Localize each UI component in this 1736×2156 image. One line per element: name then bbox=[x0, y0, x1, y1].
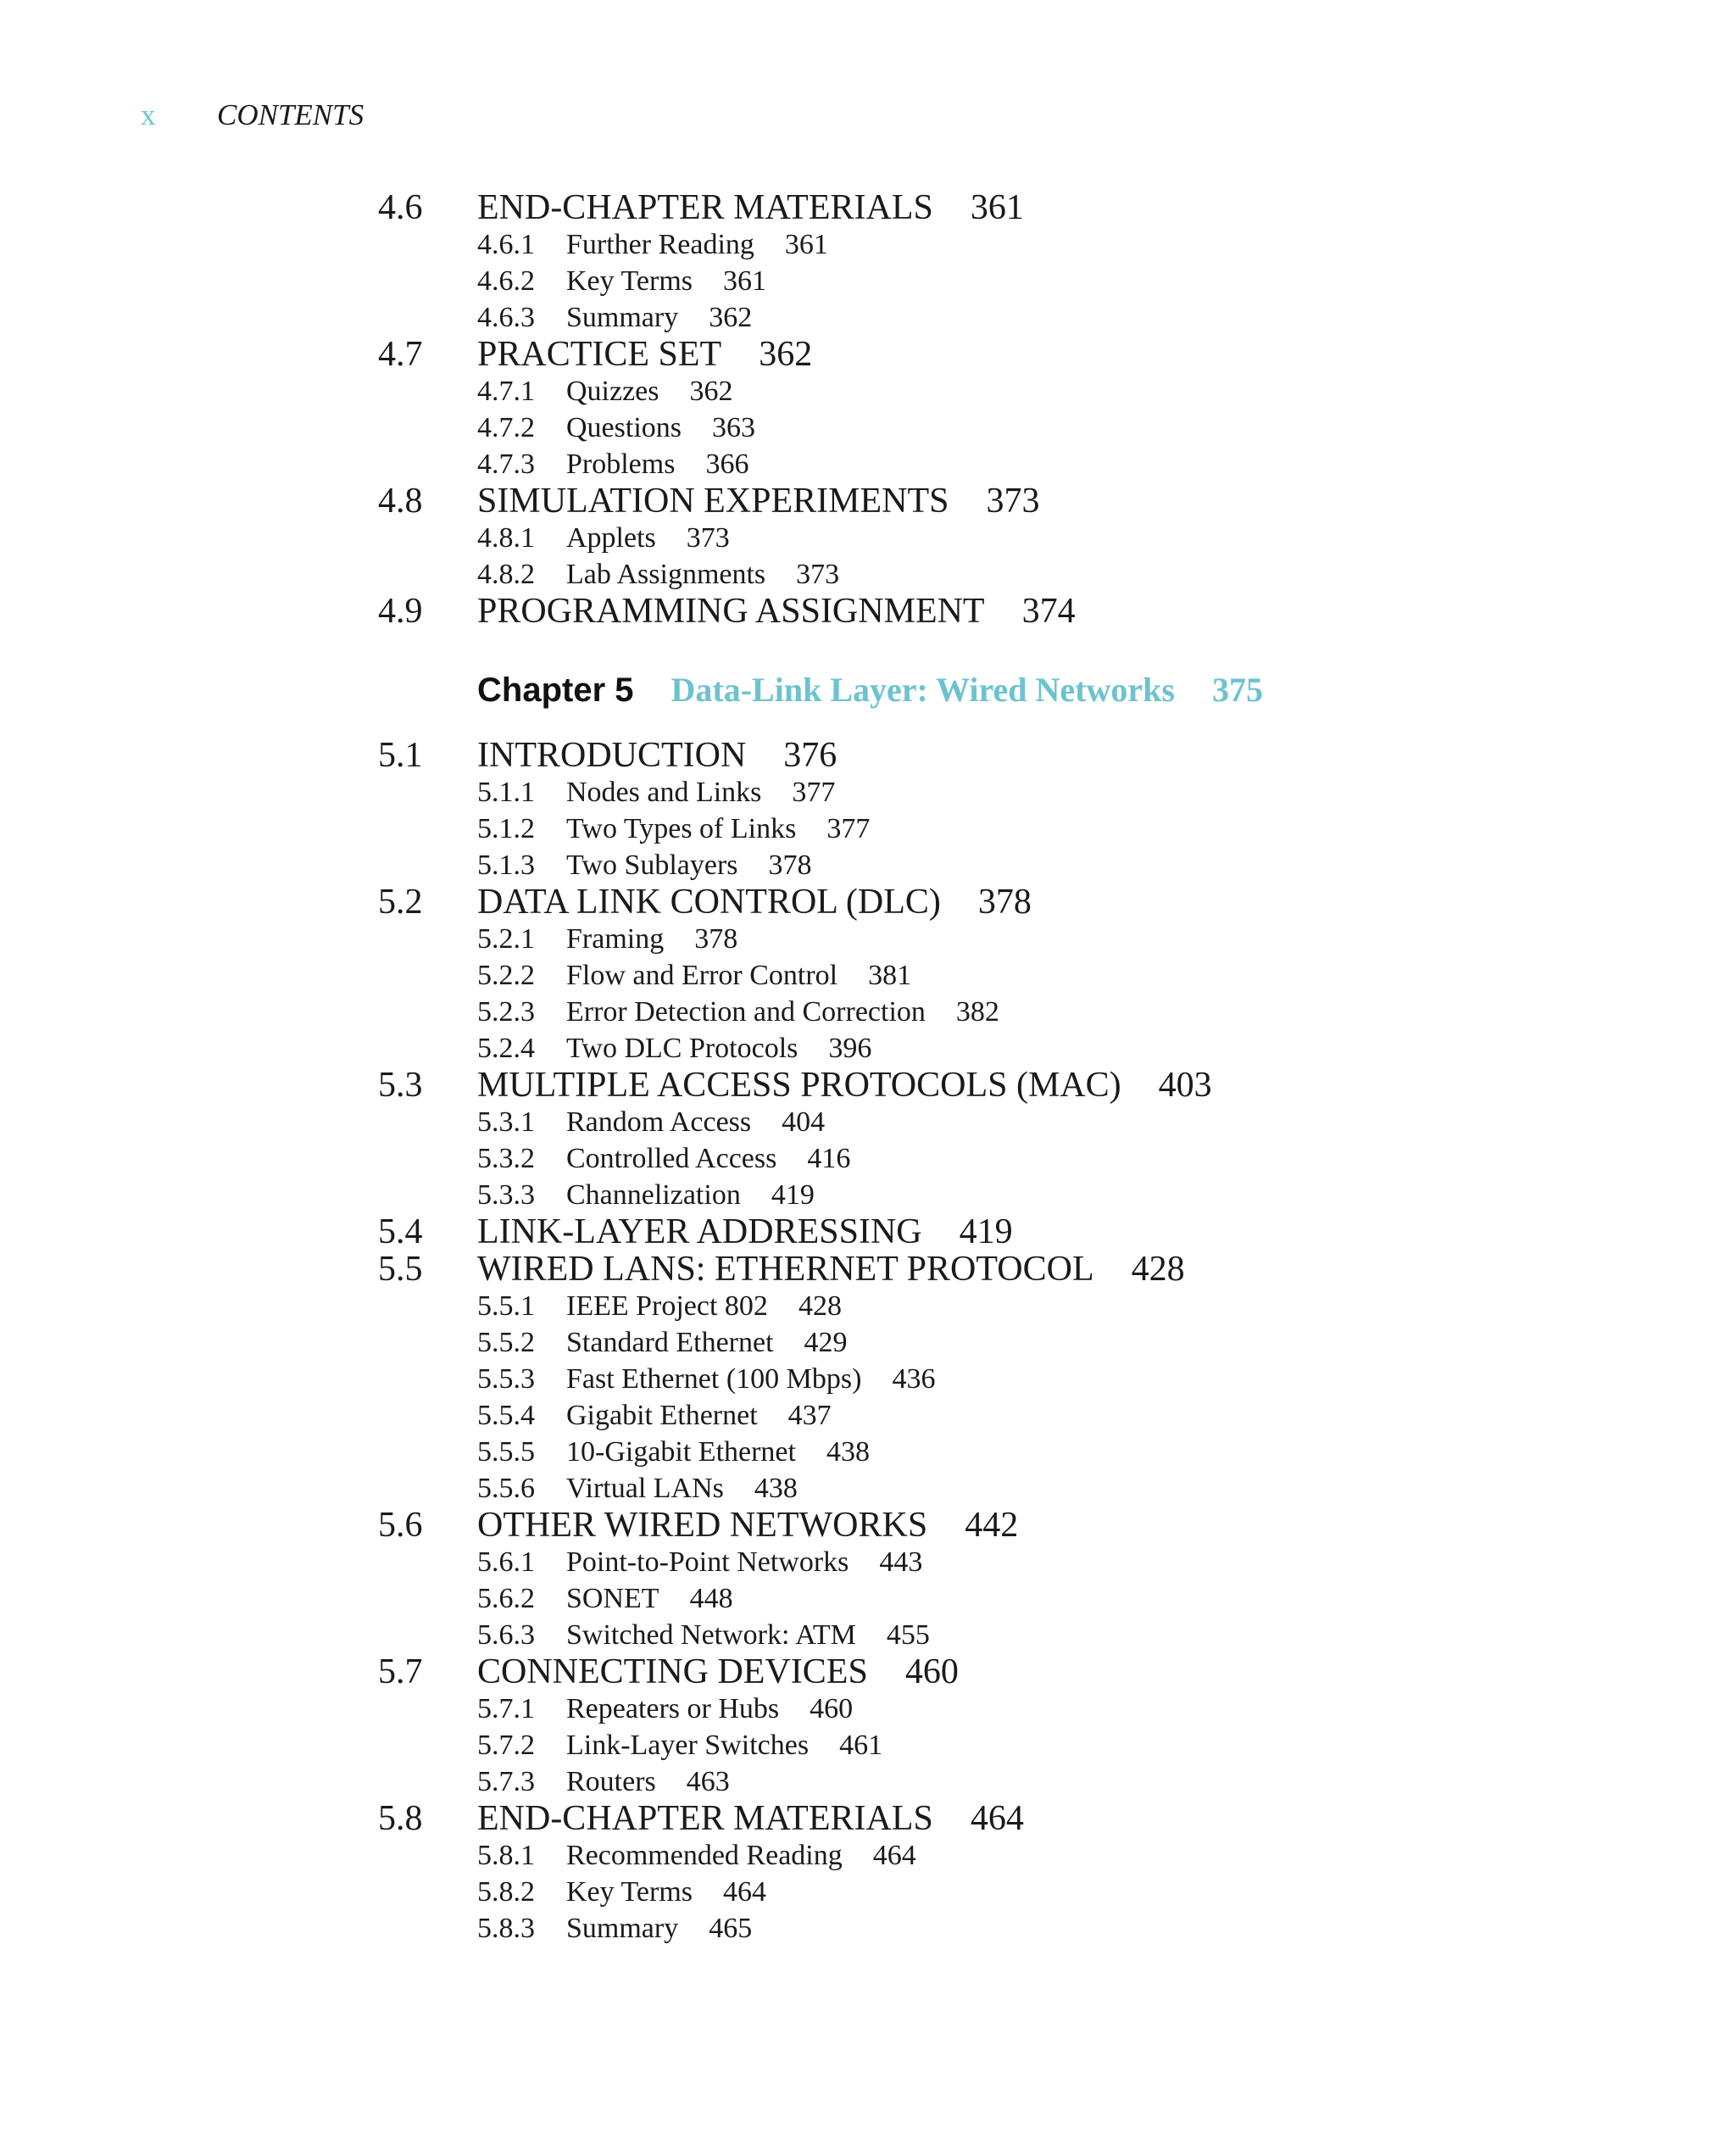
toc-section[interactable] bbox=[378, 1800, 1565, 1837]
subsection-number: 5.8.2 bbox=[477, 1876, 535, 1908]
subsection-number: 5.2.2 bbox=[477, 960, 535, 991]
subsection-title: Flow and Error Control bbox=[566, 960, 838, 991]
toc-subsection[interactable] bbox=[378, 1288, 1565, 1324]
subsection-page-number: 362 bbox=[689, 376, 733, 407]
subsection-page-number: 443 bbox=[879, 1546, 923, 1578]
subsection-page-number: 438 bbox=[826, 1436, 870, 1468]
toc-subsection[interactable] bbox=[378, 1177, 1565, 1213]
section-page-number: 419 bbox=[959, 1212, 1013, 1251]
subsection-number: 5.6.1 bbox=[477, 1546, 535, 1578]
subsection-title: Further Reading bbox=[566, 229, 754, 260]
subsection-title: Two DLC Protocols bbox=[566, 1033, 798, 1064]
subsection-title: Gigabit Ethernet bbox=[566, 1400, 758, 1431]
subsection-number: 5.5.2 bbox=[477, 1327, 535, 1358]
toc-subsection[interactable] bbox=[378, 1140, 1565, 1177]
subsection-page-number: 464 bbox=[872, 1840, 916, 1871]
toc-subsection[interactable] bbox=[378, 1580, 1565, 1617]
subsection-title: Quizzes bbox=[566, 376, 659, 407]
toc-subsection[interactable] bbox=[378, 373, 1565, 409]
toc-section[interactable] bbox=[378, 189, 1565, 226]
subsection-title: Summary bbox=[566, 1913, 679, 1944]
subsection-page-number: 377 bbox=[792, 777, 836, 808]
subsection-page-number: 373 bbox=[796, 559, 840, 590]
subsection-page-number: 463 bbox=[686, 1766, 730, 1797]
subsection-title: 10-Gigabit Ethernet bbox=[566, 1436, 796, 1468]
subsection-number: 5.3.2 bbox=[477, 1143, 535, 1174]
subsection-title: Standard Ethernet bbox=[566, 1327, 774, 1358]
table-of-contents bbox=[378, 189, 1565, 1947]
subsection-page-number: 361 bbox=[784, 229, 828, 260]
section-title: INTRODUCTION bbox=[477, 736, 747, 775]
subsection-page-number: 378 bbox=[768, 850, 812, 881]
subsection-number: 5.8.1 bbox=[477, 1840, 535, 1871]
subsection-title: Framing bbox=[566, 923, 665, 955]
subsection-title: Link-Layer Switches bbox=[566, 1730, 810, 1761]
subsection-page-number: 460 bbox=[810, 1693, 854, 1724]
subsection-title: Controlled Access bbox=[566, 1143, 777, 1174]
toc-subsection[interactable] bbox=[378, 847, 1565, 883]
toc-subsection[interactable] bbox=[378, 1544, 1565, 1580]
subsection-page-number: 363 bbox=[712, 412, 755, 443]
running-head bbox=[141, 95, 364, 136]
subsection-title: Applets bbox=[566, 522, 656, 554]
subsection-number: 5.3.3 bbox=[477, 1179, 535, 1211]
toc-subsection[interactable] bbox=[378, 1030, 1565, 1067]
subsection-page-number: 455 bbox=[886, 1619, 930, 1651]
subsection-number: 5.6.2 bbox=[477, 1583, 535, 1614]
chapter-label: Chapter 5 bbox=[477, 671, 634, 709]
toc-subsection[interactable] bbox=[378, 1434, 1565, 1470]
subsection-title: Two Types of Links bbox=[566, 813, 797, 844]
section-title: END-CHAPTER MATERIALS bbox=[477, 1799, 933, 1838]
section-page-number: 464 bbox=[970, 1799, 1024, 1838]
section-number: 5.7 bbox=[378, 1652, 423, 1691]
subsection-number: 4.7.1 bbox=[477, 376, 535, 407]
section-title: PROGRAMMING ASSIGNMENT bbox=[477, 592, 985, 631]
section-number: 5.1 bbox=[378, 736, 423, 775]
subsection-page-number: 381 bbox=[868, 960, 912, 991]
toc-subsection[interactable] bbox=[378, 1397, 1565, 1434]
subsection-number: 4.6.2 bbox=[477, 265, 535, 297]
section-page-number: 362 bbox=[759, 335, 813, 374]
toc-subsection[interactable] bbox=[378, 1324, 1565, 1361]
chapter-title: Data-Link Layer: Wired Networks bbox=[670, 671, 1175, 709]
toc-section[interactable] bbox=[378, 737, 1565, 774]
subsection-page-number: 419 bbox=[771, 1179, 815, 1211]
subsection-number: 4.6.1 bbox=[477, 229, 535, 260]
toc-subsection[interactable] bbox=[378, 520, 1565, 556]
pre-chapter-sections bbox=[378, 189, 1565, 630]
running-head-title: CONTENTS bbox=[217, 98, 364, 131]
subsection-number: 4.6.3 bbox=[477, 302, 535, 333]
subsection-title: Two Sublayers bbox=[566, 850, 738, 881]
toc-section[interactable] bbox=[378, 1653, 1565, 1691]
subsection-page-number: 464 bbox=[723, 1876, 767, 1908]
subsection-title: Summary bbox=[566, 302, 679, 333]
toc-section[interactable] bbox=[378, 1213, 1565, 1251]
subsection-number: 5.5.3 bbox=[477, 1363, 535, 1395]
subsection-number: 5.5.6 bbox=[477, 1473, 535, 1504]
section-number: 4.7 bbox=[378, 335, 423, 374]
subsection-page-number: 416 bbox=[807, 1143, 851, 1174]
subsection-page-number: 396 bbox=[828, 1033, 872, 1064]
toc-subsection[interactable] bbox=[378, 1104, 1565, 1140]
section-page-number: 376 bbox=[783, 736, 837, 775]
subsection-page-number: 373 bbox=[686, 522, 730, 554]
section-title: LINK-LAYER ADDRESSING bbox=[477, 1212, 922, 1251]
subsection-title: Fast Ethernet (100 Mbps) bbox=[566, 1363, 862, 1395]
toc-subsection[interactable] bbox=[378, 1837, 1565, 1874]
section-page-number: 373 bbox=[986, 482, 1040, 521]
subsection-number: 5.8.3 bbox=[477, 1913, 535, 1944]
section-title: WIRED LANS: ETHERNET PROTOCOL bbox=[477, 1250, 1094, 1289]
section-title: DATA LINK CONTROL (DLC) bbox=[477, 883, 941, 922]
toc-subsection[interactable] bbox=[378, 226, 1565, 263]
subsection-number: 4.7.2 bbox=[477, 412, 535, 443]
subsection-page-number: 437 bbox=[787, 1400, 832, 1431]
subsection-title: Lab Assignments bbox=[566, 559, 766, 590]
subsection-page-number: 448 bbox=[689, 1583, 733, 1614]
subsection-title: Error Detection and Correction bbox=[566, 996, 926, 1028]
subsection-page-number: 366 bbox=[705, 448, 749, 480]
section-title: END-CHAPTER MATERIALS bbox=[477, 188, 933, 227]
section-title: MULTIPLE ACCESS PROTOCOLS (MAC) bbox=[477, 1066, 1121, 1105]
section-title: PRACTICE SET bbox=[477, 335, 722, 374]
section-number: 5.5 bbox=[378, 1250, 423, 1289]
toc-subsection[interactable] bbox=[378, 1763, 1565, 1800]
subsection-title: Routers bbox=[566, 1766, 656, 1797]
subsection-number: 5.7.1 bbox=[477, 1693, 535, 1724]
toc-subsection[interactable] bbox=[378, 299, 1565, 336]
toc-subsection[interactable] bbox=[378, 1691, 1565, 1727]
section-page-number: 378 bbox=[977, 883, 1032, 922]
toc-subsection[interactable] bbox=[378, 446, 1565, 482]
subsection-page-number: 404 bbox=[782, 1106, 826, 1138]
toc-subsection[interactable] bbox=[378, 1874, 1565, 1910]
subsection-page-number: 361 bbox=[723, 265, 767, 297]
section-title: CONNECTING DEVICES bbox=[477, 1652, 868, 1691]
subsection-number: 5.7.2 bbox=[477, 1730, 535, 1761]
section-number: 4.8 bbox=[378, 482, 423, 521]
toc-subsection[interactable] bbox=[378, 409, 1565, 446]
toc-section[interactable] bbox=[378, 593, 1565, 630]
subsection-number: 5.7.3 bbox=[477, 1766, 535, 1797]
chapter-sections bbox=[378, 737, 1565, 1947]
section-page-number: 361 bbox=[970, 188, 1024, 227]
toc-subsection[interactable] bbox=[378, 1910, 1565, 1947]
subsection-title: Questions bbox=[566, 412, 682, 443]
subsection-page-number: 377 bbox=[826, 813, 871, 844]
subsection-page-number: 382 bbox=[955, 996, 999, 1028]
subsection-title: Recommended Reading bbox=[566, 1840, 843, 1871]
subsection-title: Key Terms bbox=[566, 1876, 693, 1908]
subsection-page-number: 362 bbox=[709, 302, 753, 333]
toc-section[interactable] bbox=[378, 1507, 1565, 1544]
toc-section[interactable] bbox=[378, 336, 1565, 373]
subsection-page-number: 461 bbox=[839, 1730, 883, 1761]
subsection-number: 5.5.5 bbox=[477, 1436, 535, 1468]
toc-subsection[interactable] bbox=[378, 1361, 1565, 1397]
subsection-title: Repeaters or Hubs bbox=[566, 1693, 780, 1724]
section-number: 5.6 bbox=[378, 1506, 423, 1545]
toc-subsection[interactable] bbox=[378, 921, 1565, 957]
subsection-title: Channelization bbox=[566, 1179, 741, 1211]
subsection-number: 5.6.3 bbox=[477, 1619, 535, 1651]
toc-subsection[interactable] bbox=[378, 1617, 1565, 1653]
toc-subsection[interactable] bbox=[378, 811, 1565, 847]
subsection-title: Virtual LANs bbox=[566, 1473, 724, 1504]
toc-subsection[interactable] bbox=[378, 774, 1565, 811]
subsection-page-number: 378 bbox=[694, 923, 738, 955]
toc-subsection[interactable] bbox=[378, 556, 1565, 593]
section-page-number: 442 bbox=[965, 1506, 1019, 1545]
subsection-title: Switched Network: ATM bbox=[566, 1619, 856, 1651]
section-page-number: 374 bbox=[1021, 592, 1076, 631]
section-title: OTHER WIRED NETWORKS bbox=[477, 1506, 928, 1545]
section-number: 5.2 bbox=[378, 883, 423, 922]
section-page-number: 403 bbox=[1158, 1066, 1212, 1105]
subsection-number: 5.5.1 bbox=[477, 1290, 535, 1322]
subsection-title: Problems bbox=[566, 448, 676, 480]
subsection-number: 5.2.1 bbox=[477, 923, 535, 955]
subsection-number: 5.1.3 bbox=[477, 850, 535, 881]
toc-section[interactable] bbox=[378, 1251, 1565, 1288]
section-number: 4.9 bbox=[378, 592, 423, 631]
subsection-number: 4.7.3 bbox=[477, 448, 535, 480]
section-page-number: 460 bbox=[904, 1652, 959, 1691]
subsection-title: Nodes and Links bbox=[566, 777, 762, 808]
subsection-page-number: 436 bbox=[892, 1363, 936, 1395]
subsection-number: 5.5.4 bbox=[477, 1400, 535, 1431]
subsection-number: 5.2.3 bbox=[477, 996, 535, 1028]
subsection-number: 5.2.4 bbox=[477, 1033, 535, 1064]
chapter-heading[interactable] bbox=[378, 669, 1565, 711]
section-number: 5.3 bbox=[378, 1066, 423, 1105]
subsection-title: Point-to-Point Networks bbox=[566, 1546, 849, 1578]
section-number: 4.6 bbox=[378, 188, 423, 227]
subsection-page-number: 428 bbox=[798, 1290, 842, 1322]
toc-section[interactable] bbox=[378, 482, 1565, 520]
subsection-number: 5.1.2 bbox=[477, 813, 535, 844]
page-folio: x bbox=[141, 98, 156, 131]
subsection-title: Key Terms bbox=[566, 265, 693, 297]
subsection-number: 5.1.1 bbox=[477, 777, 535, 808]
toc-section[interactable] bbox=[378, 883, 1565, 921]
subsection-number: 4.8.2 bbox=[477, 559, 535, 590]
subsection-page-number: 438 bbox=[754, 1473, 798, 1504]
subsection-number: 5.3.1 bbox=[477, 1106, 535, 1138]
subsection-page-number: 429 bbox=[804, 1327, 848, 1358]
toc-subsection[interactable] bbox=[378, 263, 1565, 299]
subsection-title: Random Access bbox=[566, 1106, 752, 1138]
toc-section[interactable] bbox=[378, 1067, 1565, 1104]
toc-subsection[interactable] bbox=[378, 994, 1565, 1030]
section-number: 5.8 bbox=[378, 1799, 423, 1838]
toc-subsection[interactable] bbox=[378, 1727, 1565, 1763]
section-number: 5.4 bbox=[378, 1212, 423, 1251]
subsection-number: 4.8.1 bbox=[477, 522, 535, 554]
chapter-page-number: 375 bbox=[1211, 671, 1263, 709]
subsection-title: SONET bbox=[566, 1583, 659, 1614]
toc-subsection[interactable] bbox=[378, 1470, 1565, 1507]
subsection-page-number: 465 bbox=[709, 1913, 753, 1944]
toc-subsection[interactable] bbox=[378, 957, 1565, 994]
section-page-number: 428 bbox=[1131, 1250, 1185, 1289]
section-title: SIMULATION EXPERIMENTS bbox=[477, 482, 949, 521]
subsection-title: IEEE Project 802 bbox=[566, 1290, 768, 1322]
